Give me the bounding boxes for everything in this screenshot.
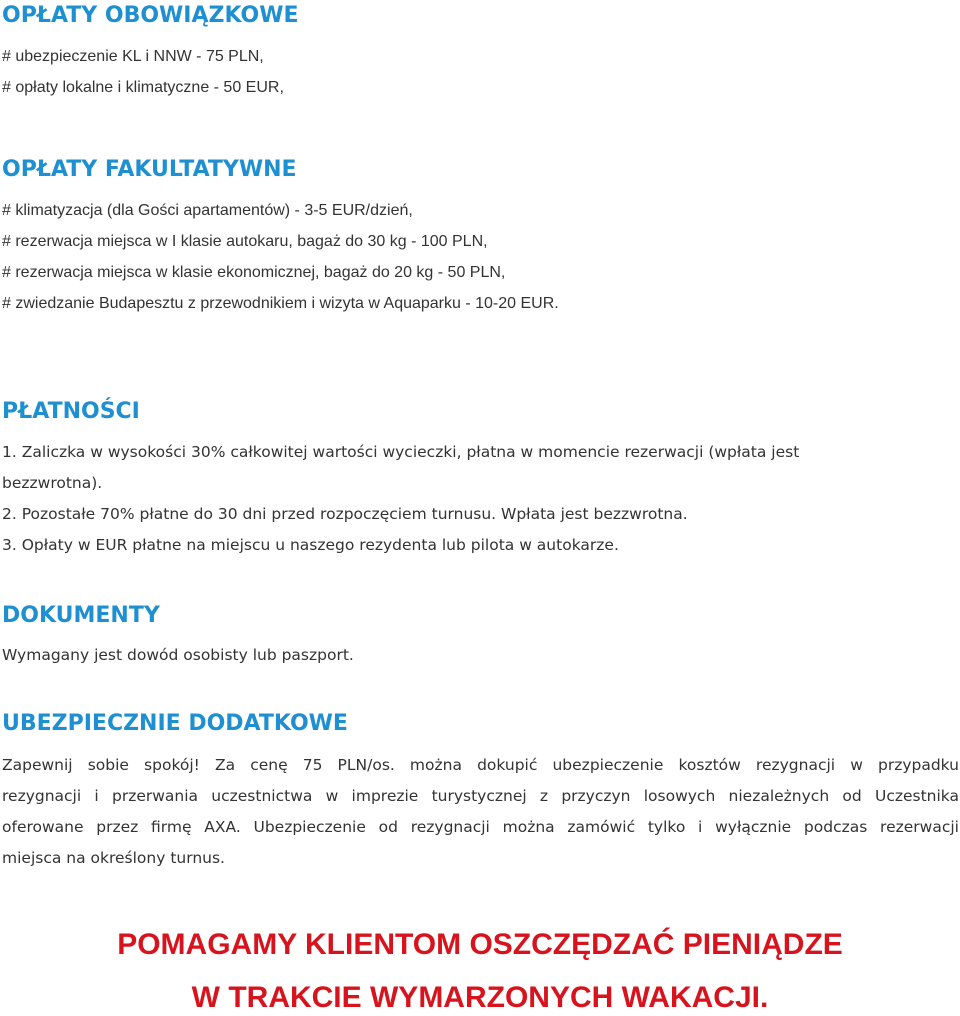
documents-heading: DOKUMENTY (2, 603, 160, 628)
paragraph-line: rezygnacji i przerwania uczestnictwa w imprezie turystycznej z przyczyn losowych niezależnych od Uczestnika (2, 787, 959, 805)
list-item: # rezerwacja miejsca w klasie ekonomicznej, bagaż do 20 kg - 50 PLN, (2, 264, 506, 281)
documents-text: Wymagany jest dowód osobisty lub paszport. (2, 646, 354, 664)
list-item: # zwiedzanie Budapesztu z przewodnikiem i wizyta w Aquaparku - 10-20 EUR. (2, 295, 559, 312)
list-item: # klimatyzacja (dla Gości apartamentów) - 3-5 EUR/dzień, (2, 202, 413, 219)
slogan-line-2: W TRAKCIE WYMARZONYCH WAKACJI. (191, 981, 769, 1014)
payment-item-1-line-1: 1. Zaliczka w wysokości 30% całkowitej wartości wycieczki, płatna w momencie rezerwacji (wpłata jest (2, 443, 800, 461)
paragraph-line: oferowane przez firmę AXA. Ubezpieczenie od rezygnacji można zamówić tylko i wyłącznie podczas rezerwacji (2, 818, 959, 836)
slogan-line-1: POMAGAMY KLIENTOM OSZCZĘDZAĆ PIENIĄDZE (117, 928, 843, 961)
mandatory-fees-list (2, 41, 284, 103)
mandatory-fees-heading: OPŁATY OBOWIĄZKOWE (2, 3, 299, 28)
payments-list (2, 437, 799, 561)
insurance-heading: UBEZPIECZNIE DODATKOWE (2, 711, 348, 736)
payment-item-2: 2. Pozostałe 70% płatne do 30 dni przed rozpoczęciem turnusu. Wpłata jest bezzwrotna. (2, 505, 688, 523)
list-item: # opłaty lokalne i klimatyczne - 50 EUR, (2, 79, 284, 96)
optional-fees-heading: OPŁATY FAKULTATYWNE (2, 157, 297, 182)
list-item: # ubezpieczenie KL i NNW - 75 PLN, (2, 48, 264, 65)
paragraph-line: Zapewnij sobie spokój! Za cenę 75 PLN/os. można dokupić ubezpieczenie kosztów rezygnacji w przypadku (2, 756, 959, 774)
payment-item-3: 3. Opłaty w EUR płatne na miejscu u naszego rezydenta lub pilota w autokarze. (2, 536, 619, 554)
optional-fees-list (2, 195, 559, 319)
paragraph-line: miejsca na określony turnus. (2, 849, 225, 867)
insurance-paragraph (2, 750, 959, 874)
list-item: # rezerwacja miejsca w I klasie autokaru, bagaż do 30 kg - 100 PLN, (2, 233, 488, 250)
payment-item-1-line-2: bezzwrotna). (2, 474, 103, 492)
payments-heading: PŁATNOŚCI (2, 399, 140, 424)
